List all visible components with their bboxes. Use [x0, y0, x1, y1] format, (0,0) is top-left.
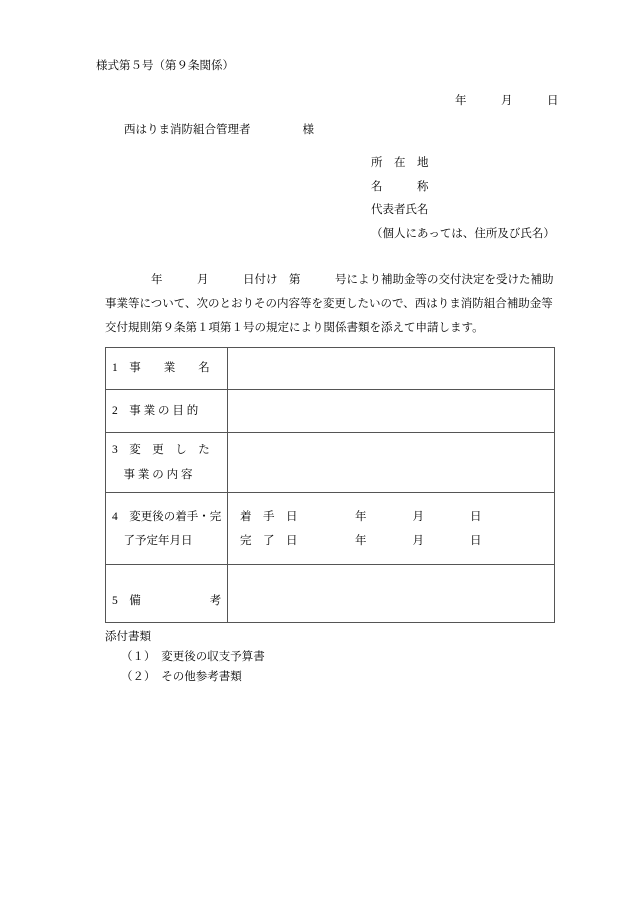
table-row-label-text: 事 業 名 — [129, 362, 210, 374]
table-row-label-text: 変 更 し た — [129, 443, 210, 456]
attachment-item: （２） その他参考書類 — [121, 671, 242, 683]
table-row-label-cell — [106, 348, 228, 390]
table-row-value-cell[interactable] — [228, 348, 555, 390]
table-row-label-line2 — [106, 529, 227, 553]
table-row-value-cell[interactable] — [228, 565, 555, 623]
table-row-value-cell[interactable] — [228, 390, 555, 433]
table-row-label-cell — [106, 565, 228, 623]
attachments-heading: 添付書類 — [105, 631, 151, 643]
recipient-honorific: 様 — [302, 124, 314, 136]
table-row-label-line2-text: 事 業 の 内 容 — [123, 468, 193, 481]
recipient-line — [124, 125, 314, 137]
table-row-label-line2-text: 了予定年月日 — [123, 534, 193, 547]
table-row — [106, 493, 555, 565]
table-row-label — [106, 438, 227, 463]
table-row-label-line2 — [106, 463, 227, 488]
date-line: 年 月 日 — [455, 95, 559, 107]
table-row — [106, 565, 555, 623]
applicant-name-label: 名 称 — [371, 180, 429, 193]
table-row-number: 1 — [112, 362, 118, 374]
table-row-label-text: 事 業 の 目 的 — [129, 404, 199, 417]
table-row-label — [106, 400, 227, 423]
table-row-label-text: 備 考 — [129, 595, 222, 607]
table-row-number: 4 — [112, 510, 118, 523]
table-row-label-cell — [106, 493, 228, 565]
body-paragraph-text: 年 月 日付け 第 号により補助金等の交付決定を受けた補助事業等について、次のとおりその内容等を変更したいので、西はりま消防組合補助金等交付規則第９条第１項第１号の規定により関係書類を添えて申請します。 — [105, 274, 554, 334]
table-row-number: 3 — [112, 443, 118, 456]
applicant-individual-note: （個人にあっては、住所及び氏名） — [371, 227, 555, 240]
table-row-label — [106, 357, 227, 380]
attachments-section — [105, 627, 265, 687]
applicant-address-label: 所 在 地 — [371, 157, 429, 169]
table-row-number: 2 — [112, 404, 118, 417]
table-row — [106, 348, 555, 390]
table-row-label — [106, 590, 227, 613]
start-date-line: 着 手 日 年 月 日 — [240, 510, 482, 523]
table-row-label — [106, 505, 227, 529]
body-paragraph — [105, 268, 557, 340]
completion-date-line: 完 了 日 年 月 日 — [240, 534, 482, 547]
attachment-item: （１） 変更後の収支予算書 — [121, 651, 265, 663]
table-row-label-cell — [106, 390, 228, 433]
table-row-label-cell — [106, 433, 228, 493]
recipient-name: 西はりま消防組合管理者 — [124, 124, 251, 136]
applicant-representative-label: 代表者氏名 — [371, 204, 429, 216]
form-number: 様式第５号（第９条関係） — [96, 60, 234, 72]
table-row-label-text: 変更後の着手・完 — [129, 510, 222, 523]
table-row — [106, 390, 555, 433]
table-row — [106, 433, 555, 493]
table-row-value-cell[interactable] — [228, 433, 555, 493]
applicant-block — [371, 152, 555, 246]
application-table — [105, 347, 555, 623]
table-row-value-cell[interactable] — [228, 493, 555, 565]
table-row-number: 5 — [112, 595, 118, 607]
